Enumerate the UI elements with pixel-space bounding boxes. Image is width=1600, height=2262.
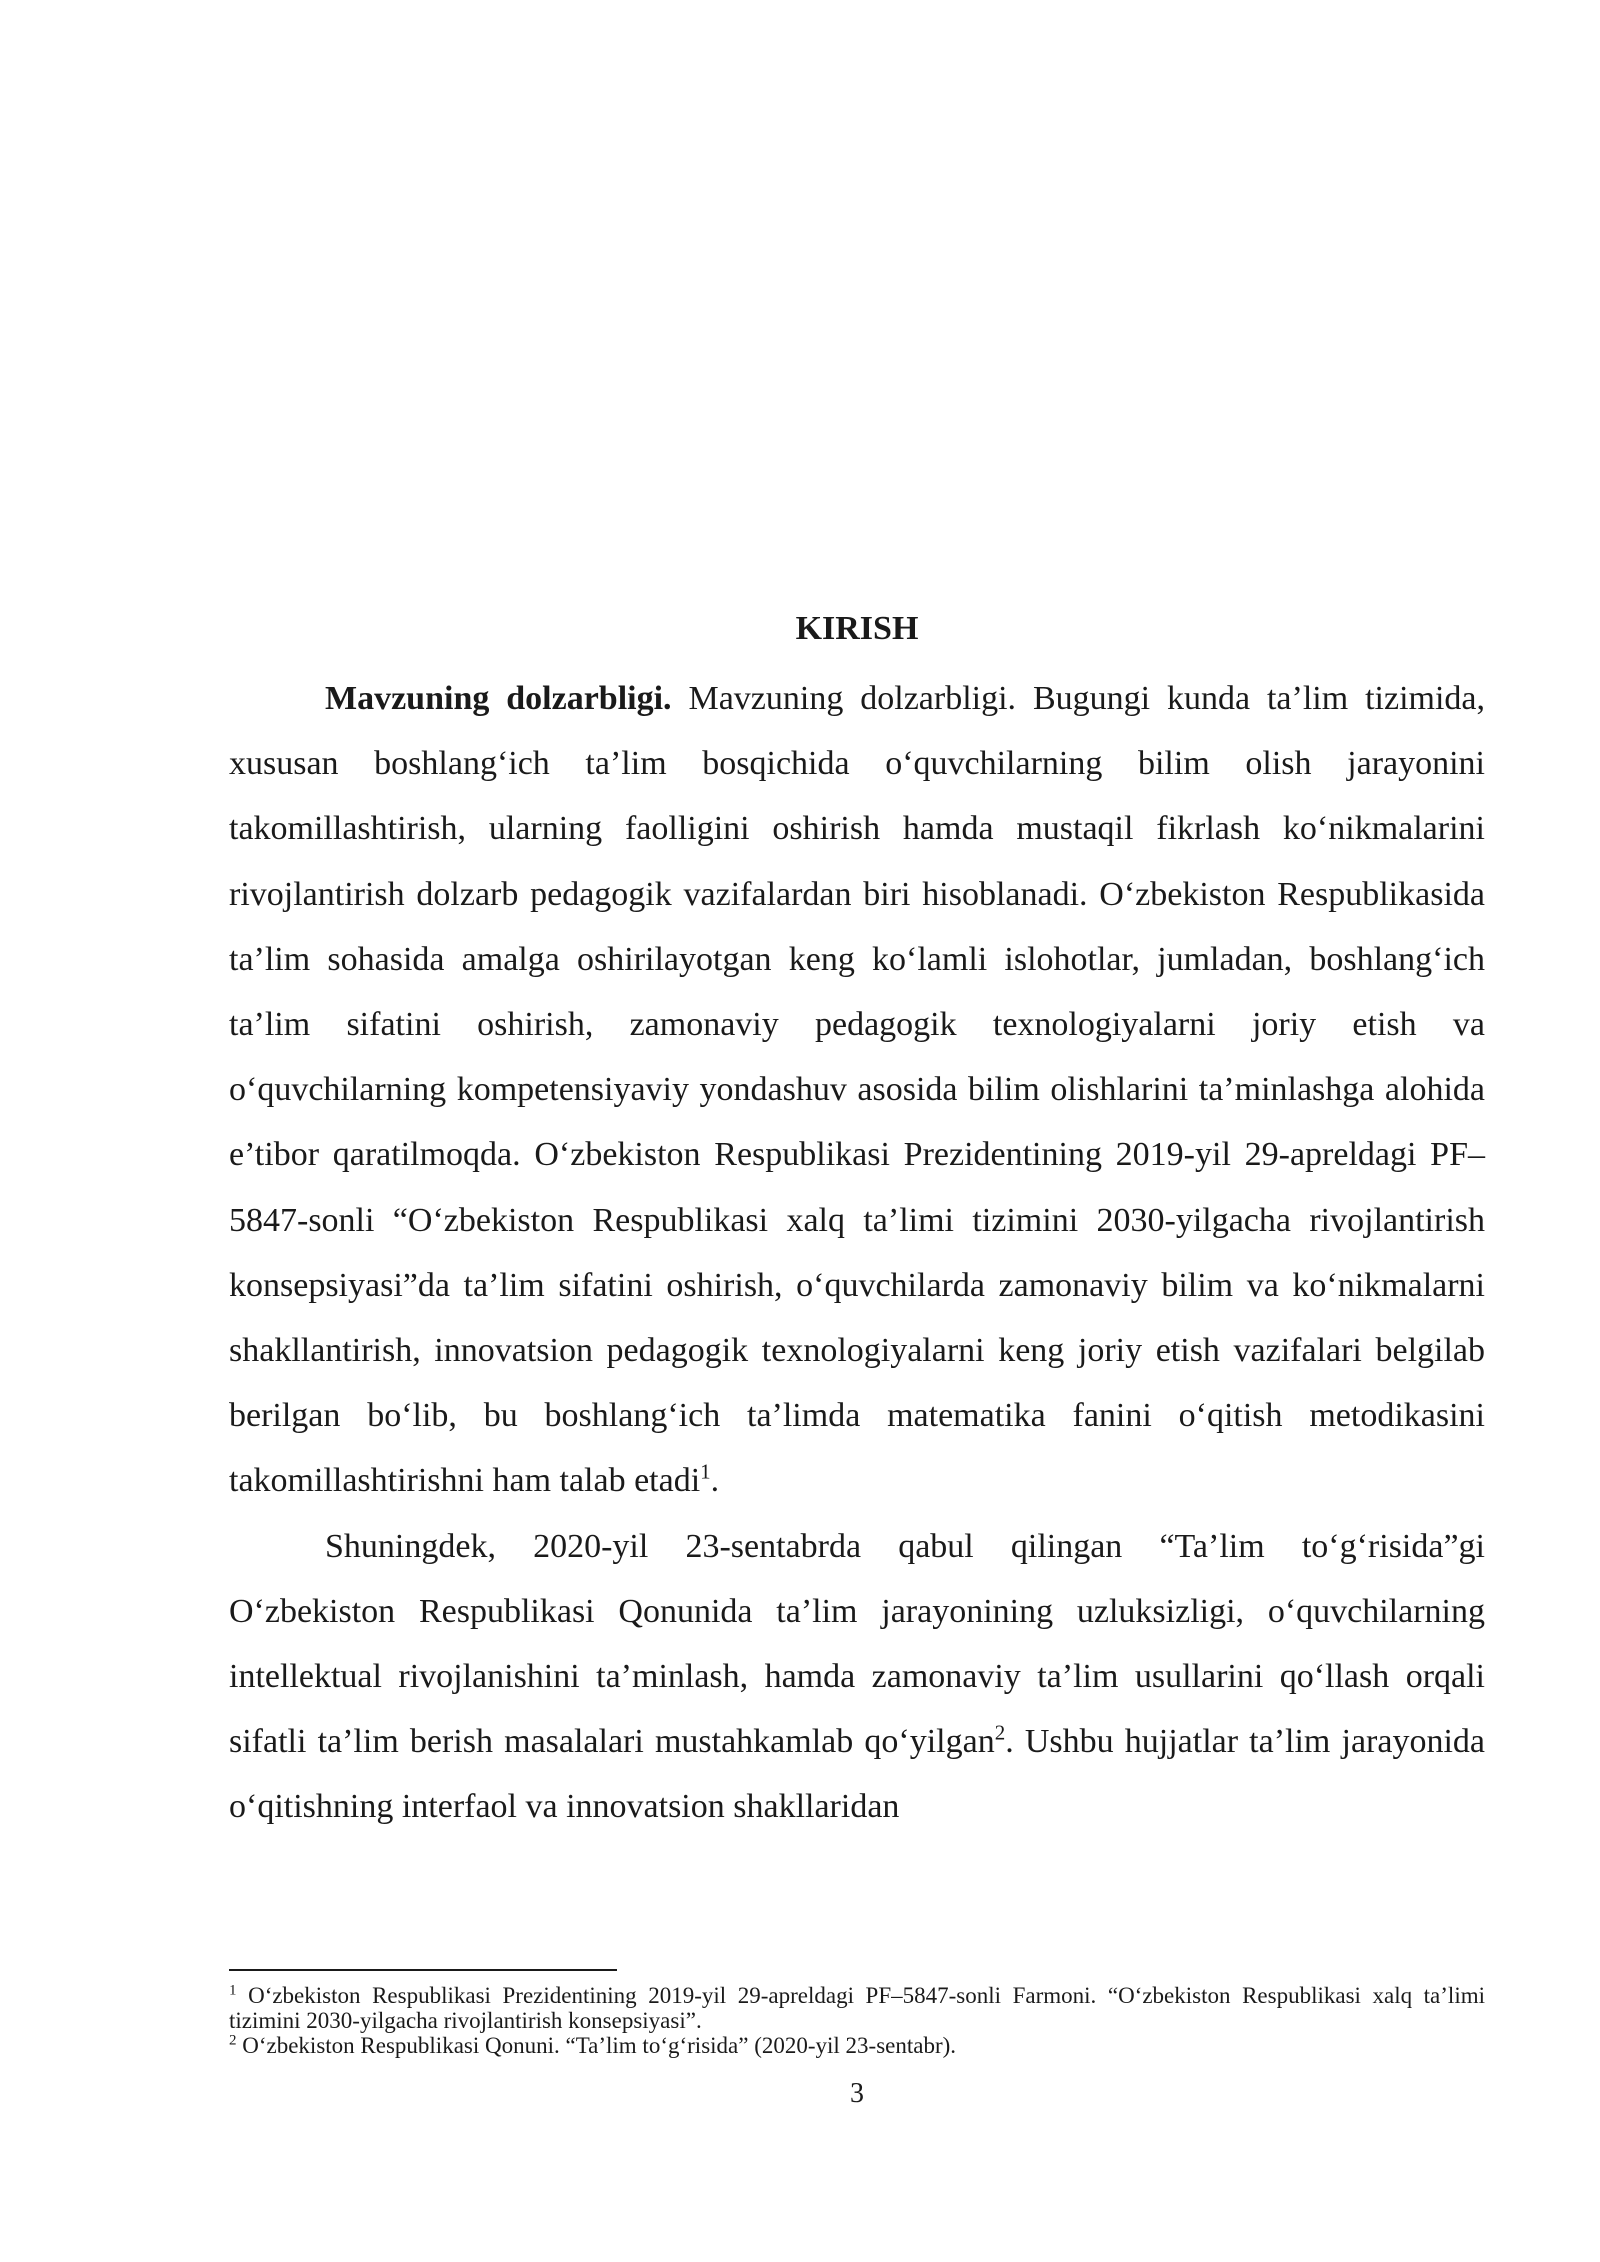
footnote-reference[interactable]: 2: [994, 1720, 1006, 1745]
footnote-separator: [229, 1969, 617, 1971]
footnote-mark: 2: [229, 2032, 237, 2049]
footnotes: [229, 1983, 1485, 2058]
paragraph-2: [229, 1514, 1485, 1840]
footnote-text: O‘zbekiston Respublikasi Prezidentining 2019-yil 29-apreldagi PF–5847-sonli Farmoni. “O‘zbekiston Respublikasi xalq ta’limi tizimini 2030-yilgacha rivojlantirish konsepsiyasi”.: [229, 1983, 1485, 2033]
footnote-item: [229, 1983, 1485, 2033]
paragraph-tail: . Ushbu hujjatlar ta’lim jarayonida o‘qitishning interfaol va innovatsion shakllaridan: [229, 1723, 1486, 1826]
section-title: KIRISH: [795, 610, 919, 647]
page-number: 3: [850, 2078, 864, 2109]
paragraph-text: Mavzuning dolzarbligi. Bugungi kunda ta’lim tizimida, xususan boshlang‘ich ta’lim bosqichida o‘quvchilarning bilim olish jarayonini takomillashtirish, ularning faolligini oshirish hamda mustaqil fikrlash ko‘nikmalarini rivojlantirish dolzarb pedagogik vazifalardan biri hisoblanadi. O‘zbekiston Respublikasida ta’lim sohasida amalga oshirilayotgan keng ko‘lamli islohotlar, jumladan, boshlang‘ich ta’lim sifatini oshirish, zamonaviy pedagogik texnologiyalarni joriy etish va o‘quvchilarning kompetensiyaviy yondashuv asosida bilim olishlarini ta’minlashga alohida e’tibor qaratilmoqda. O‘zbekiston Respublikasi Prezidentining 2019-yil 29-apreldagi PF–5847-sonli “O‘zbekiston Respublikasi xalq ta’limi tizimini 2030-yilgacha rivojlantirish konsepsiyasi”da ta’lim sifatini oshirish, o‘quvchilarda zamonaviy bilim va ko‘nikmalarni shakllantirish, innovatsion pedagogik texnologiyalarni keng joriy etish vazifalari belgilab berilgan bo‘lib, bu boshlang‘ich ta’limda matematika fanini o‘qitish metodikasini takomillashtirishni ham talab etadi: [229, 680, 1486, 1500]
paragraph-lead-heading: Mavzuning dolzarbligi.: [325, 680, 672, 717]
paragraph-1: [229, 666, 1485, 1514]
footnote-mark: 1: [229, 1982, 237, 1999]
footnote-item: [229, 2033, 1485, 2058]
paragraph-tail: .: [710, 1462, 720, 1500]
footnote-reference[interactable]: 1: [700, 1460, 711, 1485]
paragraph-text: Shuningdek, 2020-yil 23-sentabrda qabul qilingan “Ta’lim to‘g‘risida”gi O‘zbekiston Respublikasi Qonunida ta’lim jarayonining uzluksizligi, o‘quvchilarning intellektual rivojlanishini ta’minlash, hamda zamonaviy ta’lim usullarini qo‘llash orqali sifatli ta’lim berish masalalari mustahkamlab qo‘yilgan: [229, 1527, 1485, 1761]
footnote-text: O‘zbekiston Respublikasi Qonuni. “Ta’lim to‘g‘risida” (2020-yil 23-sentabr).: [236, 2033, 957, 2058]
body-text: [229, 666, 1485, 1840]
